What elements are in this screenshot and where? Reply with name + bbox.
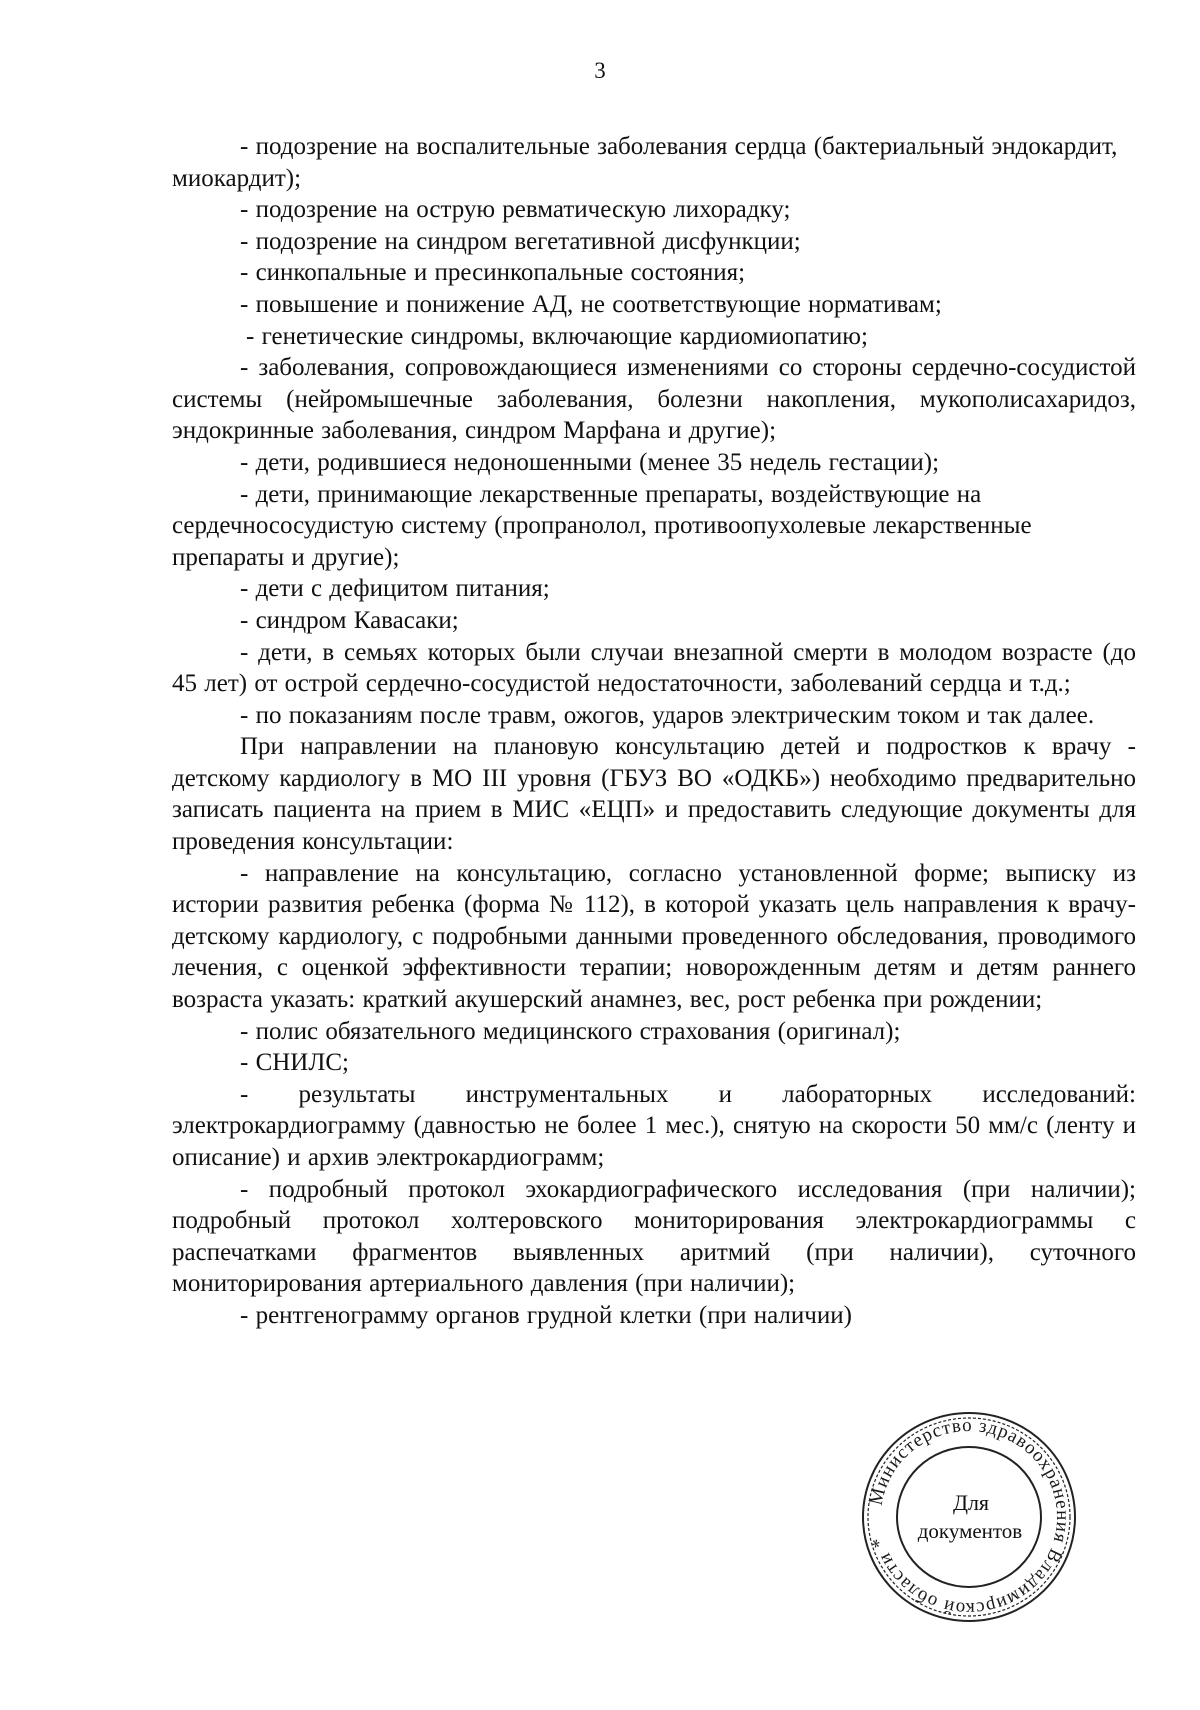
list-item: - заболевания, сопровождающиеся изменениями со стороны сердечно-сосудистой системы (нейромышечные заболевания, болезни накопления, мукополисахаридоз, эндокринные заболевания, синдром Марфана и другие);	[172, 354, 1136, 445]
list-item: - повышение и понижение АД, не соответствующие нормативам;	[240, 290, 942, 318]
official-stamp	[858, 1408, 1080, 1626]
body-paragraph: При направлении на плановую консультацию детей и подростков к врачу - детскому кардиологу в МО III уровня (ГБУЗ ВО «ОДКБ») необходимо предварительно записать пациента на прием в МИС «ЕЦП» и предоставить следующие документы для проведения консультации:	[172, 733, 1136, 856]
list-item: - дети, в семьях которых были случаи внезапной смерти в молодом возрасте (до 45 лет) от острой сердечно-сосудистой недостаточности, заболеваний сердца и т.д.;	[172, 638, 1136, 698]
list-item: - подозрение на воспалительные заболевания сердца (бактериальный эндокардит, миокардит);	[172, 133, 1118, 192]
list-item: - результаты инструментальных и лабораторных исследований: электрокардиограмму (давностью не более 1 мес.), снятую на скорости 50 мм/с (ленту и описание) и архив электрокардиограмм;	[172, 1080, 1136, 1171]
document-body	[172, 131, 1136, 1332]
list-item: - дети, принимающие лекарственные препараты, воздействующие на сердечнососудистую систему (пропранолол, противоопухолевые лекарственные препараты и другие);	[172, 480, 1032, 571]
list-item: - дети с дефицитом питания;	[240, 575, 550, 603]
list-item: - подозрение на острую ревматическую лихорадку;	[240, 196, 791, 224]
list-item: - дети, родившиеся недоношенными (менее 35 недель гестации);	[240, 448, 940, 476]
list-item: - по показаниям после травм, ожогов, ударов электрическим током и так далее.	[240, 701, 1095, 729]
list-item: - полис обязательного медицинского страхования (оригинал);	[240, 1017, 901, 1045]
list-item: - генетические синдромы, включающие кардиомиопатию;	[246, 322, 868, 350]
stamp-center-line1: Для	[952, 1490, 990, 1515]
stamp-seal-icon	[858, 1408, 1080, 1626]
list-item: - синкопальные и пресинкопальные состояния;	[240, 259, 746, 287]
list-item: - подробный протокол эхокардиографического исследования (при наличии); подробный протокол холтеровского мониторирования электрокардиограммы с распечатками фрагментов выявленных аритмий (при наличии), суточного мониторирования артериального давления (при наличии);	[172, 1175, 1136, 1298]
list-item: - рентгенограмму органов грудной клетки (при наличии)	[240, 1301, 852, 1329]
stamp-ring-text: Министерство здравоохранения Владимирской области *	[865, 1414, 1074, 1620]
page-number: 3	[594, 58, 606, 83]
list-item: - подозрение на синдром вегетативной дисфункции;	[240, 227, 801, 255]
list-item: - синдром Кавасаки;	[240, 606, 459, 634]
stamp-center-line2: документов	[917, 1519, 1023, 1543]
list-item: - СНИЛС;	[240, 1049, 349, 1077]
list-item: - направление на консультацию, согласно установленной форме; выписку из истории развития ребенка (форма № 112), в которой указать цель направления к врачу-детскому кардиологу, с подробными данными проведенного обследования, проводимого лечения, с оценкой эффективности терапии; новорожденным детям и детям раннего возраста указать: краткий акушерский анамнез, вес, рост ребенка при рождении;	[172, 859, 1136, 1014]
